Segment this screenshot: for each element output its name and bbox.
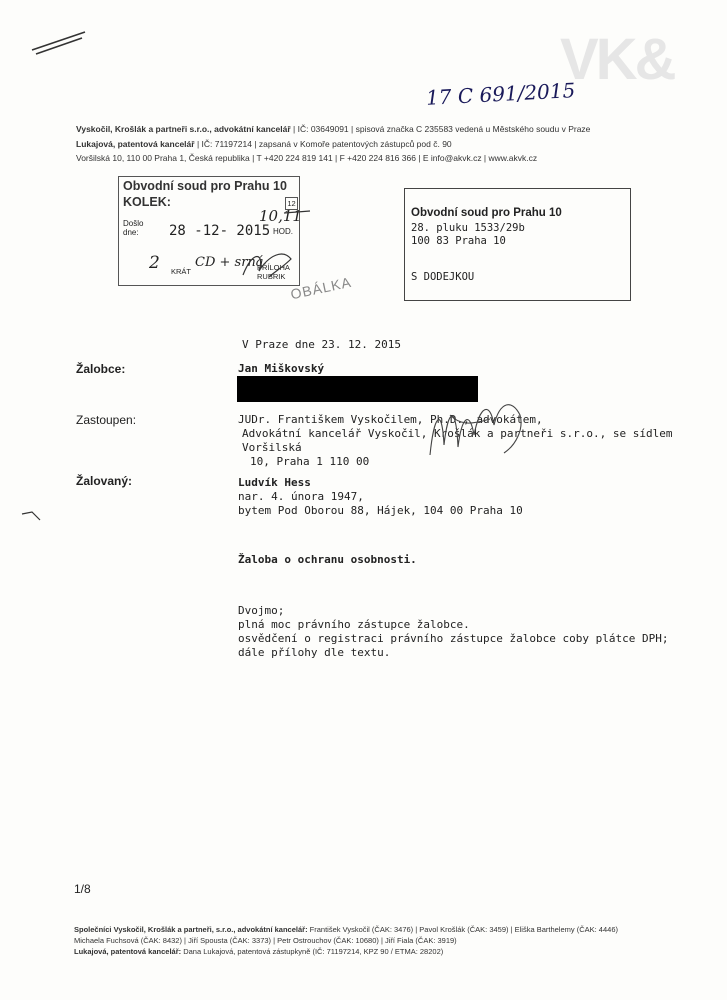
rep-line-3: 10, Praha 1 110 00 [250, 455, 370, 468]
recipient-street: 28. pluku 1533/29b [411, 222, 525, 234]
rep-line-1: JUDr. Františkem Vyskočilem, Ph.D., advokátem, [238, 413, 543, 426]
firm1-details: | IČ: 03649091 | spisová značka C 235583 vedená u Městského soudu v Praze [293, 124, 591, 134]
letterhead [76, 122, 686, 166]
handwritten-file-number: 17 C 691/2015 [425, 78, 576, 110]
stamp-krat-label: KRÁT [171, 267, 192, 276]
page-number: 1/8 [74, 882, 91, 896]
recipient-name: Obvodní soud pro Prahu 10 [411, 207, 562, 219]
firm-contact: Voršilská 10, 110 00 Praha 1, Česká republika | T +420 224 819 141 | F +420 224 816 366 | E info@akvk.cz | www.akvk.cz [76, 153, 538, 163]
envelope-stamp: OBÁLKA [289, 273, 354, 303]
attachment-item: osvědčení o registraci právního zástupce žalobce coby plátce DPH; [238, 632, 669, 645]
stamp-priloha-label: PŘÍLOHA RUBRIK [257, 263, 290, 281]
defendant-label: Žalovaný: [76, 474, 133, 488]
delivery-note: S DODEJKOU [411, 271, 475, 283]
stamp-box-number: 12 [285, 197, 298, 210]
defendant-name: Ludvík Hess [238, 476, 311, 489]
lawsuit-title: Žaloba o ochranu osobnosti. [238, 553, 417, 566]
stamp-doslo-label: Došlo dne: [123, 219, 144, 237]
attachment-item: plná moc právního zástupce žalobce. [238, 618, 470, 631]
stamp-received-date: 28 -12- 2015 [169, 223, 271, 239]
attachments-list [238, 604, 668, 660]
address-window [404, 188, 631, 301]
firm1-name: Vyskočil, Krošlák a partneři s.r.o., advokátní kancelář [76, 124, 291, 134]
lawyer-signature [420, 395, 528, 467]
footer-partners: Společníci Vyskočil, Krošlák a partneři, s.r.o., advokátní kancelář: František Vyskočil (ČAK: 3476) | Pavol Krošlák (ČAK: 3459) | Eliška Barthelemy (ČAK: 4446) Michaela Fuchsová (ČAK: 8432) | Jiří Spousta (ČAK: 3373) | Petr Ostrouchov (ČAK: 10680) | Jiří Fiala (ČAK: 3919) Lukajová, patentová kancelář: Dana Lukajová, patentová zástupkyně (IČ: 71197214, KPZ 90 / ETMA: 28202) [74, 925, 618, 956]
letter-date: V Praze dne 23. 12. 2015 [242, 338, 401, 351]
recipient-city: 100 83 Praha 10 [411, 235, 506, 247]
pen-scribble [30, 28, 90, 56]
represented-label: Zastoupen: [76, 413, 137, 427]
stamp-hod-label: HOD. [273, 227, 293, 236]
stamp-tick-mark [282, 205, 312, 219]
stamp-court-name: Obvodní soud pro Prahu 10 [123, 179, 287, 193]
plaintiff-name: Jan Miškovský [238, 362, 325, 375]
stamp-handwritten-krat: CD + srná [195, 255, 264, 270]
rep-line-2: Advokátní kancelář Vyskočil, Krošlák a partneři s.r.o., se sídlem Voršilská [242, 427, 673, 454]
margin-mark [20, 508, 42, 522]
stamp-signature-scribble [239, 245, 297, 281]
firm2-name: Lukajová, patentová kancelář [76, 138, 195, 149]
firm-logo: VK& [560, 27, 674, 92]
court-receipt-stamp [118, 176, 300, 286]
stamp-handwritten-count: 2 [149, 253, 160, 273]
firm2-details: | IČ: 71197214 | zapsaná v Komoře patentových zástupců pod č. 90 [196, 138, 452, 149]
attachment-item: dále přílohy dle textu. [238, 646, 391, 659]
stamp-kolek: KOLEK: [123, 195, 171, 209]
stamp-handwritten-time: 10,11 [259, 207, 302, 225]
defendant-details: nar. 4. února 1947, bytem Pod Oborou 88, Hájek, 104 00 Praha 10 [238, 490, 523, 517]
plaintiff-label: Žalobce: [76, 362, 126, 376]
attachment-item: Dvojmo; [238, 604, 285, 617]
